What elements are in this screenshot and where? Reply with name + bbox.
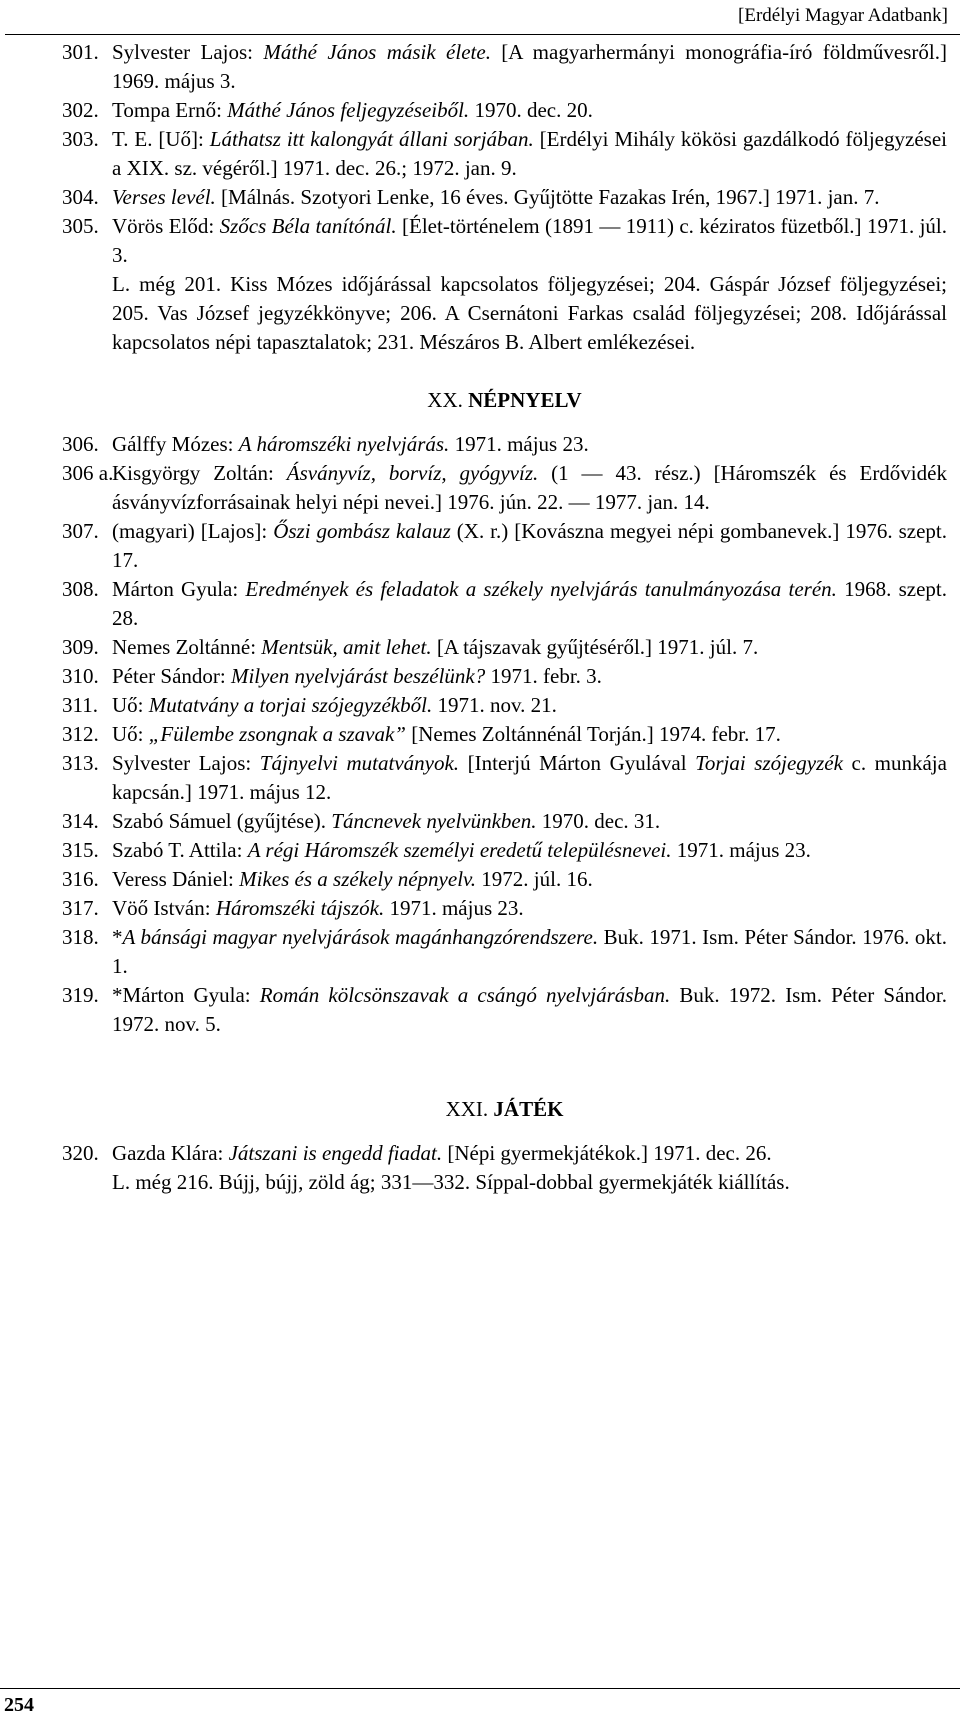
- entry-text: Péter Sándor: Milyen nyelvjárást beszélünk? 1971. febr. 3.: [112, 664, 602, 688]
- bibliography-entry: [62, 981, 947, 1039]
- entry-text: Uő: Mutatvány a torjai szójegyzékből. 1971. nov. 21.: [112, 693, 557, 717]
- section-title: JÁTÉK: [493, 1097, 564, 1121]
- bibliography-entry: [62, 459, 947, 517]
- bibliography-entry: [62, 633, 947, 662]
- bibliography-entry: [62, 430, 947, 459]
- bibliography-entry: [62, 575, 947, 633]
- entry-number: 302.: [62, 98, 99, 122]
- bibliography-entry: [62, 662, 947, 691]
- entry-text: Vörös Előd: Szőcs Béla tanítónál. [Élet-történelem (1891 — 1911) c. kéziratos füzetből.] 1971. júl. 3.: [112, 214, 947, 267]
- section-title: NÉPNYELV: [468, 388, 582, 412]
- entry-text: Kisgyörgy Zoltán: Ásványvíz, borvíz, gyógyvíz. (1 — 43. rész.) [Háromszék és Erdővidék ásványvízforrásainak helyi népi nevei.] 1976. jún. 22. — 1977. jan. 14.: [112, 461, 947, 514]
- entry-list-history: [62, 38, 947, 270]
- entry-number: 318.: [62, 925, 99, 949]
- bibliography-entry: [62, 96, 947, 125]
- entry-text: *Márton Gyula: Román kölcsönszavak a csángó nyelvjárásban. Buk. 1972. Ism. Péter Sándor. 1972. nov. 5.: [112, 983, 947, 1036]
- bibliography-entry: [62, 212, 947, 270]
- bibliography-entry: [62, 183, 947, 212]
- section-heading-jatek: [62, 1095, 947, 1124]
- footer-rule: [0, 1688, 960, 1689]
- entry-number: 303.: [62, 127, 99, 151]
- entry-text: Uő: „Fülembe zsongnak a szavak” [Nemes Zoltánnénál Torján.] 1974. febr. 17.: [112, 722, 781, 746]
- bibliography-entry: [62, 807, 947, 836]
- entry-text: *A bánsági magyar nyelvjárások magánhangzórendszere. Buk. 1971. Ism. Péter Sándor. 1976. okt. 1.: [112, 925, 947, 978]
- entry-number: 310.: [62, 664, 99, 688]
- entry-number: 306.: [62, 432, 99, 456]
- entry-number: 311.: [62, 693, 98, 717]
- entry-text: Gazda Klára: Játszani is engedd fiadat. [Népi gyermekjátékok.] 1971. dec. 26.: [112, 1141, 772, 1165]
- entry-text: (magyari) [Lajos]: Őszi gombász kalauz (X. r.) [Kovászna megyei népi gombanevek.] 1976. szept. 17.: [112, 519, 947, 572]
- section-heading-nepnyelv: [62, 386, 947, 415]
- page-number: 254: [4, 1694, 34, 1716]
- page-header: [Erdélyi Magyar Adatbank]: [738, 5, 948, 26]
- entry-number: 320.: [62, 1141, 99, 1165]
- entry-number: 308.: [62, 577, 99, 601]
- entry-number: 306 a.: [62, 461, 114, 485]
- entry-list-nepnyelv: [62, 430, 947, 1039]
- entry-text: Vöő István: Háromszéki tájszók. 1971. május 23.: [112, 896, 524, 920]
- entry-text: Nemes Zoltánné: Mentsük, amit lehet. [A tájszavak gyűjtéséről.] 1971. júl. 7.: [112, 635, 759, 659]
- bibliography-entry: [62, 517, 947, 575]
- entry-text: Sylvester Lajos: Tájnyelvi mutatványok. [Interjú Márton Gyulával Torjai szójegyzék c. munkája kapcsán.] 1971. május 12.: [112, 751, 947, 804]
- entry-text: Verses levél. [Málnás. Szotyori Lenke, 16 éves. Gyűjtötte Fazakas Irén, 1967.] 1971. jan. 7.: [112, 185, 880, 209]
- bibliography-entry: [62, 125, 947, 183]
- bibliography-entry: [62, 749, 947, 807]
- bibliography-entry: [62, 923, 947, 981]
- entry-text: T. E. [Uő]: Láthatsz itt kalongyát állani sorjában. [Erdélyi Mihály kökösi gazdálkodó följegyzései a XIX. sz. végéről.] 1971. dec. 26.; 1972. jan. 9.: [112, 127, 947, 180]
- entry-text: Veress Dániel: Mikes és a székely népnyelv. 1972. júl. 16.: [112, 867, 593, 891]
- entry-number: 313.: [62, 751, 99, 775]
- entry-number: 309.: [62, 635, 99, 659]
- entry-number: 316.: [62, 867, 99, 891]
- entry-number: 317.: [62, 896, 99, 920]
- entry-text: Márton Gyula: Eredmények és feladatok a székely nyelvjárás tanulmányozása terén. 1968. szept. 28.: [112, 577, 948, 630]
- bibliography-entry: [62, 865, 947, 894]
- entry-number: 305.: [62, 214, 99, 238]
- header-rule: [5, 34, 960, 35]
- entry-number: 314.: [62, 809, 99, 833]
- bibliography-entry: [62, 894, 947, 923]
- entry-text: Tompa Ernő: Máthé János feljegyzéseiből. 1970. dec. 20.: [112, 98, 593, 122]
- bibliography-entry: [62, 38, 947, 96]
- entry-number: 319.: [62, 983, 99, 1007]
- cross-reference: L. még 201. Kiss Mózes időjárással kapcsolatos följegyzései; 204. Gáspár József följegyzései; 205. Vas József jegyzékkönyve; 206. A Csernátoni Farkas család följegyzései; 208. Időjárással kapcsolatos népi tapasztalatok; 231. Mészáros B. Albert emlékezései.: [112, 272, 947, 354]
- entry-number: 312.: [62, 722, 99, 746]
- bibliography-entry: [62, 836, 947, 865]
- bibliography-entry: [62, 691, 947, 720]
- section-number: XX.: [427, 388, 463, 412]
- entry-number: 307.: [62, 519, 99, 543]
- bibliography-entry: [62, 1139, 947, 1168]
- bibliography-entry: [62, 720, 947, 749]
- entry-number: 304.: [62, 185, 99, 209]
- entry-number: 301.: [62, 40, 99, 64]
- entry-text: Sylvester Lajos: Máthé János másik élete. [A magyarhermányi monográfia-író földművesről.] 1969. május 3.: [112, 40, 947, 93]
- section-number: XXI.: [445, 1097, 489, 1121]
- entry-text: Szabó T. Attila: A régi Háromszék személyi eredetű településnevei. 1971. május 23.: [112, 838, 811, 862]
- entry-text: Szabó Sámuel (gyűjtése). Táncnevek nyelvünkben. 1970. dec. 31.: [112, 809, 661, 833]
- entry-text: Gálffy Mózes: A háromszéki nyelvjárás. 1971. május 23.: [112, 432, 589, 456]
- cross-reference: L. még 216. Bújj, bújj, zöld ág; 331—332. Síppal-dobbal gyermekjáték kiállítás.: [112, 1170, 790, 1194]
- bibliography-content: [62, 38, 947, 1197]
- entry-list-jatek: [62, 1139, 947, 1168]
- entry-number: 315.: [62, 838, 99, 862]
